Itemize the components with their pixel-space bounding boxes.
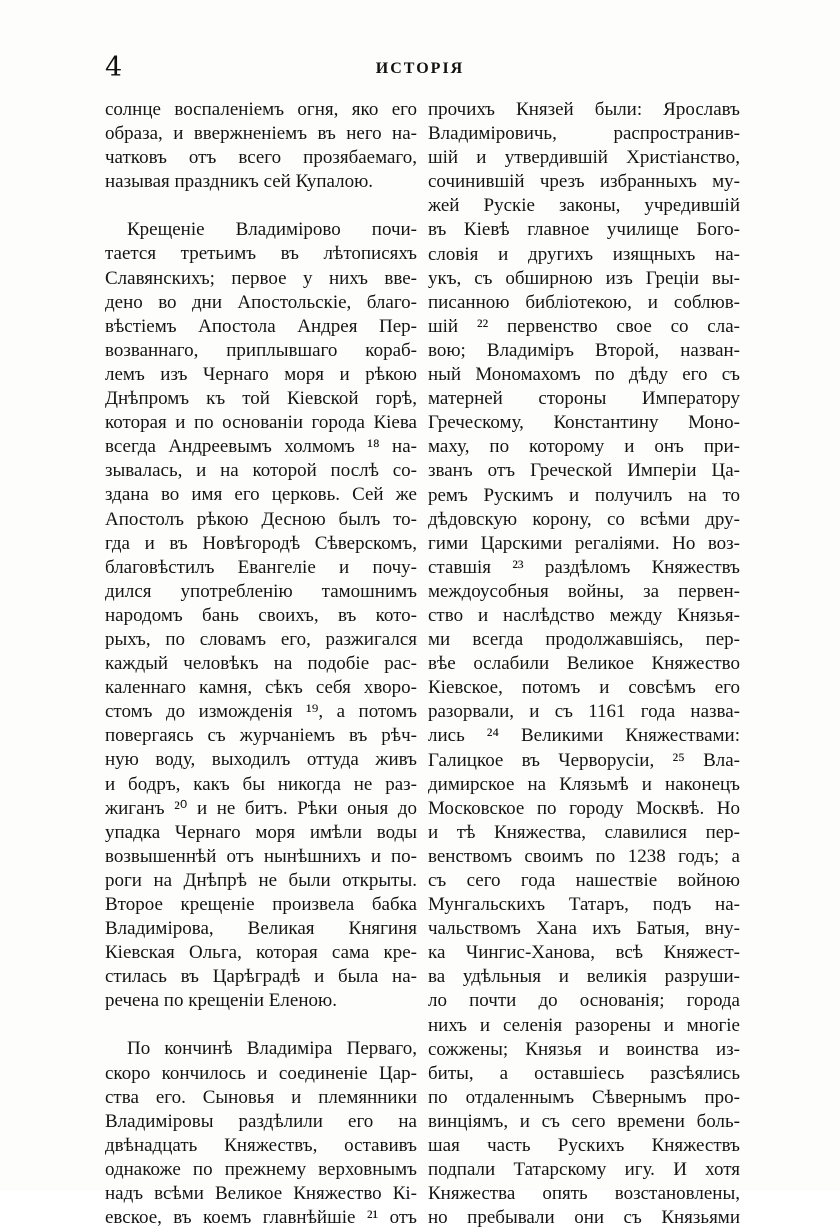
text-line: каленнаго камня, сѣкъ себя хворо- xyxy=(105,677,417,699)
text-line: называя праздникъ сей Купалою. xyxy=(105,171,374,193)
text-line: Владиміровичь, распространив- xyxy=(428,123,740,145)
text-line: стомъ до изможденія ¹⁹, а потомъ xyxy=(105,701,417,723)
text-line: шій ²² первенство свое со сла- xyxy=(428,315,740,337)
text-line: чальствомъ Хана ихъ Батыя, вну- xyxy=(428,918,740,940)
text-line: разорвали, и съ 1161 года назва- xyxy=(428,701,740,723)
text-line: ства его. Сыновья и племянники xyxy=(105,1086,417,1108)
text-line: Апостолъ рѣкою Десною былъ то- xyxy=(105,508,417,530)
text-line: ремъ Рускимъ и получилъ на то xyxy=(428,484,740,506)
text-line: званъ отъ Греческой Имперіи Ца- xyxy=(428,460,740,482)
text-line: дился употребленію тамошнимъ xyxy=(105,580,417,602)
text-line: жей Рускіе законы, учредившій xyxy=(428,195,740,217)
text-line: скоро кончилось и соединеніе Цар- xyxy=(105,1062,417,1084)
text-line: образа, и ввержненіемъ въ него на- xyxy=(105,123,417,145)
text-line: Кіевская Ольга, которая сама кре- xyxy=(105,942,417,964)
text-line: Галицкое въ Черворусіи, ²⁵ Вла- xyxy=(428,749,740,771)
text-line: благовѣстилъ Евангеліе и почу- xyxy=(105,556,417,578)
text-line: всегда Андреевымъ холмомъ ¹⁸ на- xyxy=(105,436,417,458)
text-line: нихъ и селенія разорены и многіе xyxy=(428,1014,740,1036)
left-column xyxy=(105,98,417,1230)
text-line: димирское на Клязьмѣ и наконецъ xyxy=(428,773,740,795)
text-line: вою; Владиміръ Второй, назван- xyxy=(428,339,740,361)
text-line: и бодръ, какъ бы никогда не раз- xyxy=(105,773,417,795)
text-line: рыхъ, по словамъ его, разжигался xyxy=(105,628,417,650)
text-line: зывалась, и на которой послѣ со- xyxy=(105,460,417,482)
text-line: шій и утвердившій Христіанство, xyxy=(428,147,740,169)
text-line: винціямъ, и съ сего времени боль- xyxy=(428,1110,740,1132)
text-line: дѣдовскую корону, со всѣми дру- xyxy=(428,508,740,530)
text-line: вѣстіемъ Апостола Андрея Пер- xyxy=(105,315,417,337)
text-line: лемъ изъ Чернаго моря и рѣкою xyxy=(105,363,417,385)
text-line: ство и наслѣдство между Князья- xyxy=(428,604,740,626)
text-line: речена по крещеніи Еленою. xyxy=(105,990,337,1012)
text-line: гими Царскими регаліями. Но воз- xyxy=(428,532,740,554)
text-line: По кончинѣ Владиміра Перваго, xyxy=(127,1038,417,1060)
paragraph-break xyxy=(105,194,417,218)
text-line: словія и другихъ изящныхъ на- xyxy=(428,243,740,265)
text-line: двѣнадцать Княжествъ, оставивъ xyxy=(105,1134,417,1156)
text-line: жиганъ ²⁰ и не битъ. Рѣки оныя до xyxy=(105,797,417,819)
text-line: чатковъ отъ всего прозябаемаго, xyxy=(105,147,417,169)
text-line: стилась въ Царѣградѣ и была на- xyxy=(105,966,417,988)
text-line: съ сего года нашествіе войною xyxy=(428,870,740,891)
text-line: упадка Чернаго моря имѣли воды xyxy=(105,821,417,843)
text-line: евское, въ коемъ главнѣйшіе ²¹ отъ xyxy=(105,1207,417,1229)
text-line: и тѣ Княжества, славилися пер- xyxy=(428,821,740,843)
text-line: ный Мономахомъ по дѣду его съ xyxy=(428,364,740,386)
text-line: ную воду, выходилъ оттуда живъ xyxy=(105,749,417,771)
text-line: здана во имя его церковь. Сей же xyxy=(105,484,417,506)
text-line: дено во дни Апостольскіе, благо- xyxy=(105,291,417,313)
text-line: которая и по основаніи города Кіева xyxy=(105,412,417,434)
paragraph-break xyxy=(105,1013,417,1037)
text-line: возвышеннѣй отъ нынѣшнихъ и по- xyxy=(105,845,417,867)
text-line: междоусобныя войны, за первен- xyxy=(428,580,740,602)
text-line: венствомъ своимъ по 1238 годъ; а xyxy=(428,845,740,867)
text-line: надъ всѣми Великое Княжество Кі- xyxy=(105,1183,417,1205)
text-line: повергаясь съ журчаніемъ въ рѣч- xyxy=(105,725,417,747)
text-line: лись ²⁴ Великими Княжествами: xyxy=(428,725,740,747)
text-line: матерней стороны Императору xyxy=(428,388,740,410)
text-line: ка Чингис-Ханова, всѣ Княжест- xyxy=(428,942,740,964)
text-line: Мунгальскихъ Татаръ, подъ на- xyxy=(428,894,740,916)
text-line: народомъ бань своихъ, въ кото- xyxy=(105,604,417,626)
text-line: каждый человѣкъ на подобіе рас- xyxy=(105,653,417,675)
text-line: солнце воспаленіемъ огня, яко его xyxy=(105,99,417,120)
text-line: Второе крещеніе произвела бабка xyxy=(105,894,417,915)
text-line: Днѣпромъ къ той Кіевской горѣ, xyxy=(105,388,417,410)
text-line: Владимірова, Великая Княгиня xyxy=(105,918,417,940)
text-line: тается третьимъ въ лѣтописяхъ xyxy=(105,243,417,265)
text-line: ми всегда продолжавшіясь, пер- xyxy=(428,629,740,651)
text-line: Владиміровы раздѣлили его на xyxy=(105,1110,417,1132)
text-line: маху, по которому и онъ при- xyxy=(428,436,740,458)
text-line: прочихъ Князей были: Ярославъ xyxy=(428,99,740,120)
text-line: Крещеніе Владимірово почи- xyxy=(127,219,417,241)
text-line: писанною библіотекою, и соблюв- xyxy=(428,291,740,313)
text-line: Кіевское, потомъ и совсѣмъ его xyxy=(428,677,740,699)
page-number: 4 xyxy=(105,52,123,83)
text-line: ло почти до основанія; города xyxy=(428,990,740,1012)
text-line: вѣе ослабили Великое Княжество xyxy=(428,653,740,675)
text-line: однакоже по прежнему верховнымъ xyxy=(105,1158,417,1180)
text-line: по отдаленнымъ Сѣвернымъ про- xyxy=(428,1086,740,1108)
text-line: въ Кіевѣ главное училище Бого- xyxy=(428,219,740,241)
right-column xyxy=(428,98,740,1230)
running-head: ИСТОРІЯ xyxy=(375,60,465,77)
text-line: биты, а оставшіесь разсѣялись xyxy=(428,1062,740,1084)
text-line: роги на Днѣпрѣ не были открыты. xyxy=(105,869,417,891)
text-line: Славянскихъ; первое у нихъ вве- xyxy=(105,267,417,289)
text-line: Греческому, Константину Моно- xyxy=(428,412,740,434)
text-line: шая часть Рускихъ Княжествъ xyxy=(428,1135,740,1157)
text-line: укъ, съ обширною изъ Греціи вы- xyxy=(428,267,740,289)
text-line: но пребывали они съ Князьями xyxy=(428,1207,740,1229)
text-line: сожжены; Князья и воинства из- xyxy=(428,1038,740,1060)
text-line: гда и въ Новѣгородѣ Сѣверскомъ, xyxy=(105,532,417,554)
text-line: подпали Татарскому игу. И хотя xyxy=(428,1159,740,1181)
text-line: ставшія ²³ раздѣломъ Княжествъ xyxy=(428,556,740,578)
text-line: ва удѣльныя и великія разруши- xyxy=(428,966,740,988)
text-line: Московское по городу Москвѣ. Но xyxy=(428,797,740,819)
text-line: возваннаго, приплывшаго кораб- xyxy=(105,339,417,361)
text-line: сочинившій чрезъ избранныхъ му- xyxy=(428,171,740,193)
text-line: Княжества опять возстановлены, xyxy=(428,1183,740,1205)
